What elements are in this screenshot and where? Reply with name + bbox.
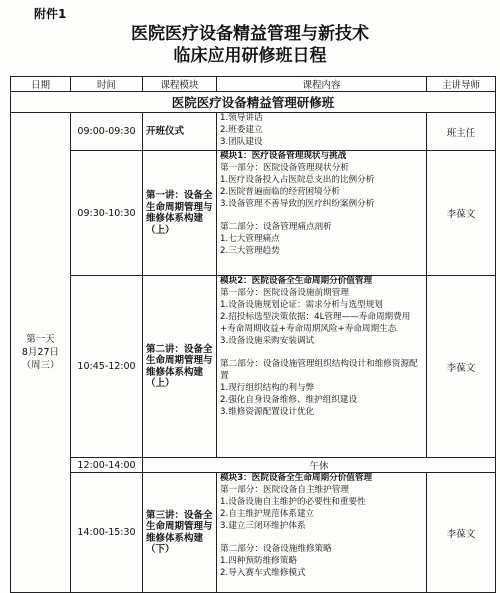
content-line: 2.三大管理趋势 [220,246,280,257]
content-spacer [220,533,423,545]
content-line: 2.导入赛车式维修模式 [220,568,306,579]
content-line: 第二部分：设备管理痛点剖析 [220,222,332,233]
content-line: 3.团队建设 [220,136,263,147]
content-line: 1.四种预防维修策略 [220,556,297,567]
content-heading: 模块3：医院设备全生命周期分价值管理 [220,473,373,483]
header-lecturer: 主讲导师 [427,77,496,92]
table-row [11,276,496,458]
header-time: 时间 [71,77,143,92]
content-line: 3.设备管理不善导致的医疗纠纷案例分析 [220,198,375,209]
day-weekday: （周三） [21,360,60,371]
table-row [11,473,496,593]
day-cell [11,113,71,593]
session-content [217,113,427,151]
header-content: 课程内容 [217,77,427,92]
session-time: 10:45-12:00 [71,276,143,458]
content-line: 2.班委建立 [220,124,263,135]
content-line: 1.设备设施自主维护的必要性和重要性 [220,496,366,507]
content-line: 3.建立三闭环维护体系 [220,520,306,531]
session-module: 第二讲：设备全生命周期管理与维修体系构建（上） [143,276,217,458]
content-line: 3.设备设施采购安装调试 [220,335,315,346]
session-time: 09:00-09:30 [71,113,143,151]
session-lecturer: 李葆文 [427,151,496,276]
content-line: 2.强化自身设备维修、维护组织建设 [220,395,358,406]
header-module: 课程模块 [143,77,217,92]
banner-row [11,92,496,113]
content-spacer [220,347,423,359]
content-line: 第二部分：设备设施维修策略 [220,544,332,555]
course-banner: 医院医疗设备精益管理研修班 [11,92,496,113]
content-line: 第一部分：医院设备管理现状分析 [220,162,349,173]
session-lecturer: 班主任 [427,113,496,151]
header-row [11,77,496,92]
schedule-table [10,76,496,593]
day-date: 8月27日 [21,347,60,358]
lunch-time: 12:00-14:00 [71,458,143,473]
document-title-line1: 医院医疗设备精益管理与新技术 [131,24,369,44]
day-label: 第一天 [26,334,55,345]
session-module: 第三讲：设备全生命周期管理与维修体系构建（下） [143,473,217,593]
content-spacer [220,211,423,223]
content-line: 2.招投标选型决策依据：4L管理——寿命周期费用+寿命周期收益+寿命周期风险+寿命周期生态 [220,311,411,334]
session-module: 开班仪式 [143,113,217,151]
session-content [217,276,427,458]
session-time: 09:30-10:30 [71,151,143,276]
session-time: 14:00-15:30 [71,473,143,593]
content-heading: 模块2：医院设备全生命周期分价值管理 [220,276,373,286]
session-lecturer: 李葆文 [427,473,496,593]
content-line: 1.现行组织结构的利与弊 [220,383,315,394]
session-content [217,473,427,593]
content-line: 3.维修资源配置设计优化 [220,406,315,417]
content-heading: 模块1：医疗设备管理现状与挑战 [220,151,347,161]
lunch-label: 午休 [143,458,496,473]
session-lecturer: 李葆文 [427,276,496,458]
content-line: 第一部分：医院设备自主维护管理 [220,484,349,495]
content-line: 1.设备设施规划论证：需求分析与选型规划 [220,299,383,310]
content-line: 第一部分：医院设备设施前期管理 [220,287,349,298]
content-line: 第二部分：设备设施管理组织结构设计和维修资源配置 [220,359,418,382]
header-date: 日期 [11,77,71,92]
annex-label: 附件1 [34,7,67,21]
lunch-row [11,458,496,473]
session-content [217,151,427,276]
content-line: 1.医疗设备投入占医院总支出的比例分析 [220,174,375,185]
document-title-line2: 临床应用研修班日程 [173,46,327,66]
session-module: 第一讲：设备全生命周期管理与维修体系构建（上） [143,151,217,276]
table-row [11,113,496,151]
table-row [11,151,496,276]
content-line: 1.领导讲话 [220,113,263,123]
content-line: 1.七大管理痛点 [220,234,280,245]
content-line: 2.医院普遍面临的经营困境分析 [220,186,340,197]
content-line: 2.自主维护规范体系建立 [220,508,315,519]
